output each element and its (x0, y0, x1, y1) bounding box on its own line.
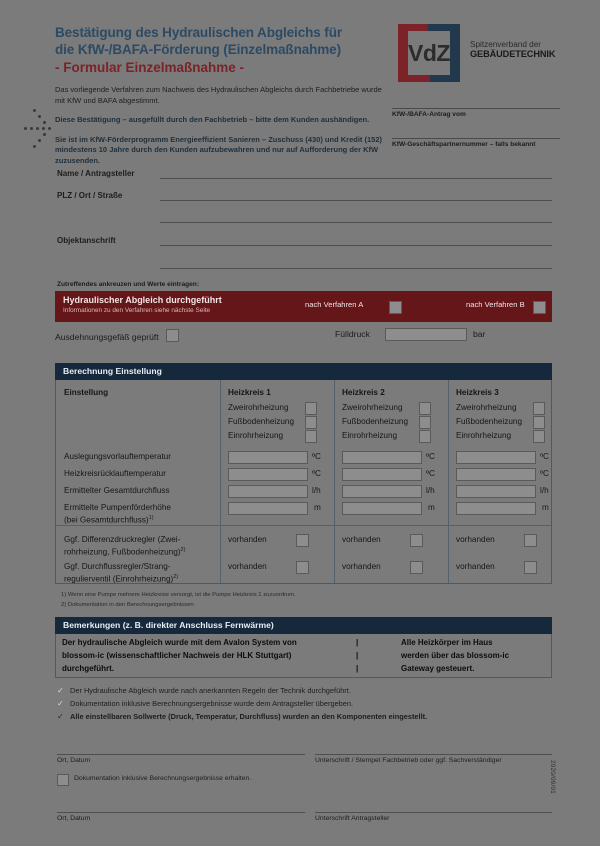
remarks-left-line-1: Der hydraulische Abgleich wurde mit dem Avalon System von (62, 638, 297, 647)
circuit-1-type-einrohr-checkbox[interactable] (305, 430, 317, 443)
row-durchflussregler-option-2: vorhanden (342, 562, 381, 571)
circuit-2-type-zweirohr-checkbox[interactable] (419, 402, 431, 415)
row-heizkreisruecklauftemperatur-label: Heizkreisrücklauftemperatur (64, 469, 166, 478)
row-auslegungsvorlauftemperatur-input-2[interactable] (342, 451, 422, 464)
row-pumpenfoerderhoehe-unit-3: m (542, 503, 549, 512)
field-name-antragsteller-label: Name / Antragsteller (57, 169, 135, 178)
circuit-3-header: Heizkreis 3 (456, 388, 499, 397)
circuit-2-type-einrohr-checkbox[interactable] (419, 430, 431, 443)
verfahren-b-label: nach Verfahren B (466, 300, 525, 309)
circuit-3-type-einrohr-checkbox[interactable] (533, 430, 545, 443)
check-icon: ✓ (57, 686, 64, 695)
signature-2-right-line[interactable] (315, 812, 552, 813)
expansion-vessel-row (55, 329, 552, 342)
row-gesamtdurchfluss-unit-2: l/h (426, 486, 435, 495)
kfw-partner-number-line (392, 138, 560, 139)
row-pumpenfoerderhoehe-label: Ermittelte Pumpenförderhöhe (64, 503, 171, 512)
remarks-left-line-2: blossom-ic (wissenschaftlicher Nachweis der HLK Stuttgart) (62, 651, 292, 660)
check-icon: ✓ (57, 712, 64, 721)
footnote-2: 2) Dokumentation in den Berechnungsergebnissen (61, 602, 194, 608)
row-differenzdruckregler-option-1: vorhanden (228, 535, 267, 544)
row-differenzdruckregler-footnote-ref: 2) (180, 547, 186, 553)
verfahren-a-label: nach Verfahren A (305, 300, 364, 309)
remarks-section-title: Bemerkungen (z. B. direkter Anschluss Fernwärme) (63, 620, 274, 630)
kfw-application-date-line (392, 108, 560, 109)
remarks-separator-2: | (356, 651, 359, 660)
circuit-3-type-zweirohr-checkbox[interactable] (533, 402, 545, 415)
row-durchflussregler-footnote-ref: 2) (173, 574, 179, 580)
page-subtitle: - Formular Einzelmaßnahme - (55, 60, 245, 75)
field-plz-ort-strasse-label: PLZ / Ort / Straße (57, 191, 123, 200)
confirmation-item-3 (57, 712, 427, 721)
field-address-extra-line[interactable] (160, 222, 552, 223)
signature-1-left-line[interactable] (57, 754, 305, 755)
row-durchflussregler-checkbox-2[interactable] (410, 561, 423, 574)
confirmation-item-2 (57, 699, 353, 708)
page-title-line2: die KfW-/BAFA-Förderung (Einzelmaßnahme) (55, 42, 341, 57)
hydraulic-balance-title: Hydraulischer Abgleich durchgeführt (63, 295, 222, 305)
confirmation-item-3-text: Alle einstellbaren Sollwerte (Druck, Temperatur, Durchfluss) wurden an den Komponenten eingestellt. (70, 712, 428, 721)
check-icon: ✓ (57, 699, 64, 708)
expansion-vessel-checkbox[interactable] (166, 329, 179, 342)
table-divider-horizontal (56, 525, 551, 526)
circuit-1-type-fussboden-checkbox[interactable] (305, 416, 317, 429)
row-pumpenfoerderhoehe-input-3[interactable] (456, 502, 536, 515)
verfahren-b-checkbox[interactable] (533, 301, 546, 314)
row-auslegungsvorlauftemperatur-input-1[interactable] (228, 451, 308, 464)
remarks-right-line-2: werden über das blossom-ic (401, 651, 510, 660)
row-pumpenfoerderhoehe-input-2[interactable] (342, 502, 422, 515)
circuit-3-type-fussboden-label: Fußbodenheizung (456, 417, 523, 426)
row-pumpenfoerderhoehe-unit-1: m (314, 503, 321, 512)
calc-section-title: Berechnung Einstellung (63, 366, 162, 376)
row-heizkreisruecklauftemperatur-input-2[interactable] (342, 468, 422, 481)
documentation-received-checkbox[interactable] (57, 774, 69, 786)
row-durchflussregler-checkbox-1[interactable] (296, 561, 309, 574)
row-differenzdruckregler-label: Ggf. Differenzdruckregler (Zwei- (64, 535, 181, 544)
calc-section-band (55, 363, 552, 380)
document-version: 2020/09/01 (549, 760, 556, 794)
field-objektanschrift-label: Objektanschrift (57, 236, 116, 245)
row-durchflussregler-option-3: vorhanden (456, 562, 495, 571)
footnote-1: 1) Wenn eine Pumpe mehrere Heizkreise versorgt, ist die Pumpe Heizkreis 1 zuzuordnen. (61, 592, 296, 598)
remarks-right-line-3: Gateway gesteuert. (401, 664, 475, 673)
hydraulic-balance-subtitle: Informationen zu den Verfahren siehe nächste Seite (63, 307, 211, 314)
retention-note: Sie ist im KfW-Förderprogramm Energieeffizient Sanieren – Zuschuss (430) und Kredit (152) mindestens 10 Jahre durch den Kunden aufzubewahren und nur auf Aufforderung der KfW zuzusenden. (55, 134, 383, 165)
expansion-vessel-label: Ausdehnungsgefäß geprüft (55, 332, 159, 342)
row-gesamtdurchfluss-input-3[interactable] (456, 485, 536, 498)
field-name-antragsteller-line[interactable] (160, 178, 552, 179)
vdz-logo-mark: VdZ (408, 39, 450, 66)
row-differenzdruckregler-option-3: vorhanden (456, 535, 495, 544)
documentation-received-label: Dokumentation inklusive Berechnungsergebnisse erhalten. (74, 775, 252, 782)
hydraulic-balance-section (55, 291, 552, 322)
row-pumpenfoerderhoehe-label2-text: (bei Gesamtdurchfluss) (64, 515, 149, 525)
row-auslegungsvorlauftemperatur-unit-1: ºC (312, 452, 321, 461)
signature-1-right-line[interactable] (315, 754, 552, 755)
confirmation-item-2-text: Dokumentation inklusive Berechnungsergebnisse wurde dem Antragsteller übergeben. (70, 699, 354, 708)
kfw-application-date-label: KfW-/BAFA-Antrag vom (392, 111, 466, 118)
row-auslegungsvorlauftemperatur-input-3[interactable] (456, 451, 536, 464)
remarks-section-band (55, 617, 552, 634)
row-gesamtdurchfluss-label: Ermittelter Gesamtdurchfluss (64, 486, 170, 495)
circuit-1-header: Heizkreis 1 (228, 388, 271, 397)
circuit-2-header: Heizkreis 2 (342, 388, 385, 397)
fuelldruck-label: Fülldruck (335, 329, 370, 339)
intro-text: Das vorliegende Verfahren zum Nachweis des Hydraulischen Abgleichs durch Fachbetriebe wurde mit KfW und BAFA abgestimmt. (55, 85, 382, 105)
row-pumpenfoerderhoehe-label2 (64, 515, 154, 525)
signature-2-left-caption: Ort, Datum (57, 815, 91, 822)
fuelldruck-input[interactable] (385, 328, 467, 341)
row-gesamtdurchfluss-unit-1: l/h (312, 486, 321, 495)
kfw-partner-number-label: KfW-Geschäftspartnernummer – falls bekannt (392, 141, 536, 148)
circuit-3-type-zweirohr-label: Zweirohrheizung (456, 403, 517, 412)
calc-table (55, 380, 552, 584)
field-objektanschrift-line[interactable] (160, 245, 552, 246)
row-differenzdruckregler-label2-text: rohrheizung, Fußbodenheizung) (64, 547, 181, 557)
fuelldruck-unit: bar (473, 329, 486, 339)
confirmation-item-1 (57, 686, 351, 695)
row-differenzdruckregler-checkbox-3[interactable] (524, 534, 537, 547)
logo-tagline (470, 40, 580, 59)
row-differenzdruckregler-checkbox-1[interactable] (296, 534, 309, 547)
remarks-separator-1: | (356, 638, 359, 647)
row-heizkreisruecklauftemperatur-unit-1: ºC (312, 469, 321, 478)
instruction-text: Zutreffendes ankreuzen und Werte eintragen: (57, 281, 200, 288)
circuit-2-type-fussboden-label: Fußbodenheizung (342, 417, 409, 426)
logo-tagline-line2: GEBÄUDETECHNIK (470, 49, 556, 59)
row-gesamtdurchfluss-input-2[interactable] (342, 485, 422, 498)
table-divider-2 (334, 380, 335, 583)
document-header (55, 24, 385, 166)
kfw-partner-number-field[interactable] (392, 138, 560, 148)
row-differenzdruckregler-checkbox-2[interactable] (410, 534, 423, 547)
kfw-application-date-field[interactable] (392, 108, 560, 118)
circuit-1-type-zweirohr-label: Zweirohrheizung (228, 403, 289, 412)
field-plz-ort-strasse-line[interactable] (160, 200, 552, 201)
row-auslegungsvorlauftemperatur-unit-2: ºC (426, 452, 435, 461)
table-divider-1 (220, 380, 221, 583)
table-divider-3 (448, 380, 449, 583)
remarks-left-line-3: durchgeführt. (62, 664, 114, 673)
row-auslegungsvorlauftemperatur-label: Auslegungsvorlauftemperatur (64, 452, 171, 461)
dotted-arrow-icon (24, 108, 58, 150)
circuit-2-type-einrohr-label: Einrohrheizung (342, 431, 398, 440)
circuit-3-type-einrohr-label: Einrohrheizung (456, 431, 512, 440)
vdz-logo (398, 24, 460, 82)
row-heizkreisruecklauftemperatur-unit-2: ºC (426, 469, 435, 478)
page-title-line1: Bestätigung des Hydraulischen Abgleichs für (55, 25, 343, 40)
calc-row-header: Einstellung (64, 388, 109, 397)
handover-note: Diese Bestätigung – ausgefüllt durch den Fachbetrieb – bitte dem Kunden aushändigen. (55, 115, 370, 124)
confirmation-item-1-text: Der Hydraulische Abgleich wurde nach anerkannten Regeln der Technik durchgeführt. (70, 686, 351, 695)
signature-1-left-caption: Ort, Datum (57, 757, 91, 764)
remarks-separator-3: | (356, 664, 359, 673)
row-differenzdruckregler-option-2: vorhanden (342, 535, 381, 544)
remarks-textarea[interactable] (55, 634, 552, 678)
row-heizkreisruecklauftemperatur-input-3[interactable] (456, 468, 536, 481)
logo-tagline-line1: Spitzenverband der (470, 40, 542, 49)
row-gesamtdurchfluss-unit-3: l/h (540, 486, 549, 495)
row-pumpenfoerderhoehe-footnote-ref: 1) (148, 515, 154, 521)
row-durchflussregler-option-1: vorhanden (228, 562, 267, 571)
row-durchflussregler-checkbox-3[interactable] (524, 561, 537, 574)
circuit-2-type-fussboden-checkbox[interactable] (419, 416, 431, 429)
row-pumpenfoerderhoehe-input-1[interactable] (228, 502, 308, 515)
field-objektanschrift-line2[interactable] (160, 268, 552, 269)
row-heizkreisruecklauftemperatur-input-1[interactable] (228, 468, 308, 481)
row-heizkreisruecklauftemperatur-unit-3: ºC (540, 469, 549, 478)
circuit-1-type-zweirohr-checkbox[interactable] (305, 402, 317, 415)
row-pumpenfoerderhoehe-unit-2: m (428, 503, 435, 512)
row-auslegungsvorlauftemperatur-unit-3: ºC (540, 452, 549, 461)
signature-1-right-caption: Unterschrift / Stempel Fachbetrieb oder ggf. Sachverständiger (315, 757, 502, 764)
row-durchflussregler-label2 (64, 574, 178, 584)
circuit-2-type-zweirohr-label: Zweirohrheizung (342, 403, 403, 412)
row-gesamtdurchfluss-input-1[interactable] (228, 485, 308, 498)
remarks-right-line-1: Alle Heizkörper im Haus (401, 638, 493, 647)
signature-2-left-line[interactable] (57, 812, 305, 813)
signature-2-right-caption: Unterschrift Antragsteller (315, 815, 390, 822)
row-durchflussregler-label: Ggf. Durchflussregler/Strang- (64, 562, 171, 571)
row-durchflussregler-label2-text: regulierventil (Einrohrheizung) (64, 574, 174, 584)
circuit-1-type-fussboden-label: Fußbodenheizung (228, 417, 295, 426)
circuit-1-type-einrohr-label: Einrohrheizung (228, 431, 284, 440)
circuit-3-type-fussboden-checkbox[interactable] (533, 416, 545, 429)
verfahren-a-checkbox[interactable] (389, 301, 402, 314)
row-differenzdruckregler-label2 (64, 547, 185, 557)
